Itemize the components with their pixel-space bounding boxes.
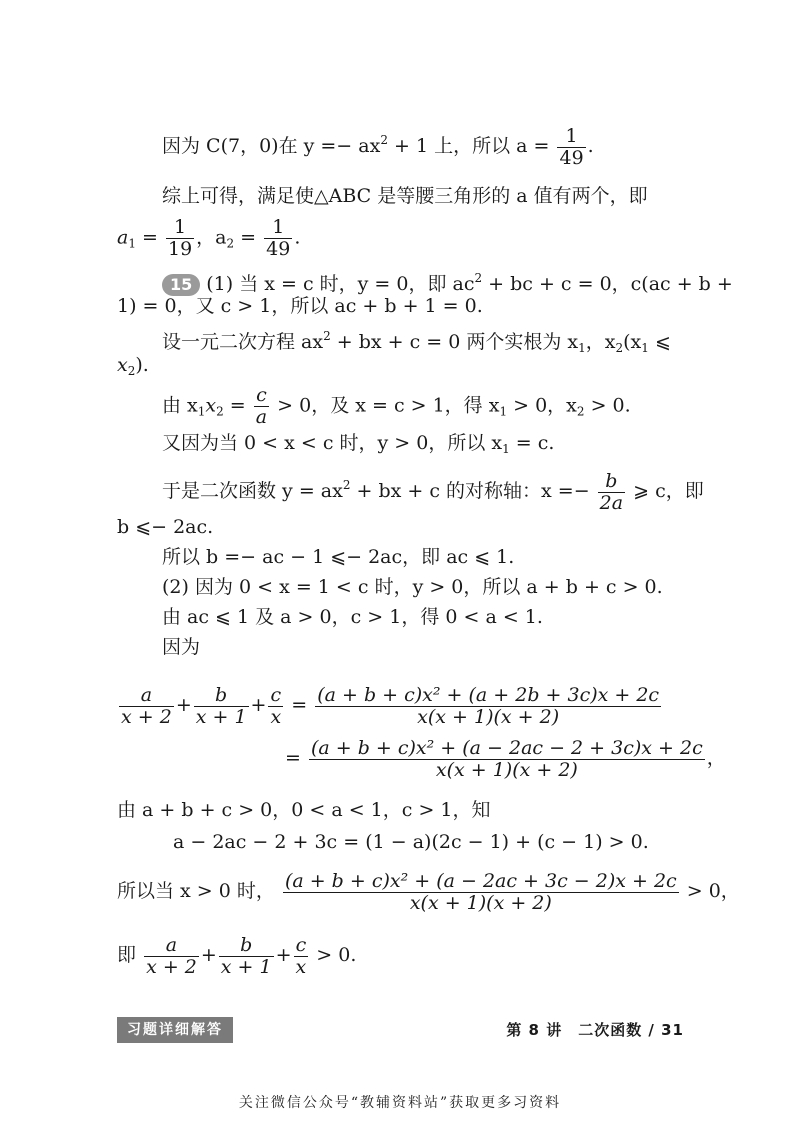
problem-number-badge: 15 <box>162 274 200 296</box>
text-line-18: 所以当 x > 0 时， $\frac{\text{(a + b + c)x² + (a − 2ac + 3c − 2)x + 2c}}{x(x + 1)(x + 2)}$ > 0， <box>117 869 740 914</box>
section-tag: 习题详细解答 <box>117 1017 233 1043</box>
fraction: $\frac{a}{x + 2}$ <box>146 933 197 978</box>
fraction: $\frac{1}{49}$ <box>559 124 584 169</box>
text-line-7: $x_2$). <box>117 354 149 378</box>
fraction: $\frac{b}{2a}$ <box>599 469 624 514</box>
fraction: $\frac{c}{a}$ <box>255 384 268 428</box>
text-line-8: 由 $x_1x_2$ = $\frac{c}{a}$ > 0，及 x = c > 1，得 $x_1 > 0$，$x_2 > 0$. <box>162 384 631 428</box>
fraction: $\frac{a}{x + 2}$ <box>121 683 172 728</box>
equation-line-1: $\frac{a}{x + 2}$ + $\frac{b}{x + 1}$ + $\frac{c}{x}$ = $\frac{\text{(a + b + c)x² + (a + 2b + 3c)x + 2c}}{x(x + 1)(x + 2)}$ <box>121 683 660 728</box>
promo-text: 关注微信公众号“教辅资料站”获取更多习资料 <box>238 1095 562 1111</box>
text-line-4: 15 (1) 当 x = c 时，y = 0，即 $ac^2$ + bc + c = 0，c(ac + b + <box>0 258 800 298</box>
text-line-2: 综上可得，满足使△ABC 是等腰三角形的 a 值有两个，即 <box>162 185 648 207</box>
text-line-11: b ⩽− 2ac. <box>117 516 214 538</box>
chapter-page-label: 第 8 讲 二次函数 / 31 <box>506 1021 684 1039</box>
text-line-3: $a_1$ = $\frac{1}{19}$ ，$a_2$ = $\frac{1}{49}$ . <box>117 216 301 260</box>
text-line-6: 设一元二次方程 $ax^2$ + bx + c = 0 两个实根为 $x_1$，$x_2(x_1$ ⩽ <box>162 329 671 355</box>
text-line-19: 即 $\frac{a}{x + 2}$ + $\frac{b}{x + 1}$ + $\frac{c}{x}$ > 0. <box>117 933 357 978</box>
text-line-13: (2) 因为 0 < x = 1 < c 时，y > 0，所以 a + b + c > 0. <box>162 576 663 598</box>
text-line-5: 1) = 0，又 c > 1，所以 ac + b + 1 = 0. <box>117 295 483 317</box>
text-line-10: 于是二次函数 $y = ax^2$ + bx + c 的对称轴：x =− $\frac{b}{2a}$ ⩾ c，即 <box>162 469 704 514</box>
fraction: $\frac{b}{x + 1}$ <box>220 933 272 978</box>
equation-line-2: = $\frac{\text{(a + b + c)x² + (a − 2ac − 2 + 3c)x + 2c}}{x(x + 1)(x + 2)}$ ， <box>285 736 726 781</box>
text-line-15: 因为 <box>162 636 201 658</box>
fraction: $\frac{c}{x}$ <box>295 933 307 978</box>
text-line-12: 所以 b =− ac − 1 ⩽− 2ac，即 ac ⩽ 1. <box>162 546 515 568</box>
fraction: $\frac{1}{49}$ <box>266 216 291 260</box>
text-line-1: 因为 C(7，0)在 $y =- ax^2 + 1$ 上，所以 a = $\frac{1}{49}$ . <box>162 124 594 169</box>
fraction: $\frac{1}{19}$ <box>167 216 193 260</box>
fraction: $\frac{\text{(a + b + c)x² + (a − 2ac + 3c − 2)x + 2c}}{x(x + 1)(x + 2)}$ <box>284 869 677 914</box>
fraction: $\frac{c}{x}$ <box>270 683 282 728</box>
fraction: $\frac{\text{(a + b + c)x² + (a + 2b + 3c)x + 2c}}{x(x + 1)(x + 2)}$ <box>317 683 660 728</box>
text-line-17: a − 2ac − 2 + 3c = (1 − a)(2c − 1) + (c − 1) > 0. <box>173 831 649 853</box>
text-line-14: 由 ac ⩽ 1 及 a > 0，c > 1，得 0 < a < 1. <box>162 606 543 628</box>
text-line-16: 由 a + b + c > 0，0 < a < 1，c > 1，知 <box>117 799 491 821</box>
text-line-9: 又因为当 0 < x < c 时，y > 0，所以 $x_1 = c$. <box>162 432 555 456</box>
fraction: $\frac{\text{(a + b + c)x² + (a − 2ac − 2 + 3c)x + 2c}}{x(x + 1)(x + 2)}$ <box>310 736 703 781</box>
fraction: $\frac{b}{x + 1}$ <box>195 683 247 728</box>
